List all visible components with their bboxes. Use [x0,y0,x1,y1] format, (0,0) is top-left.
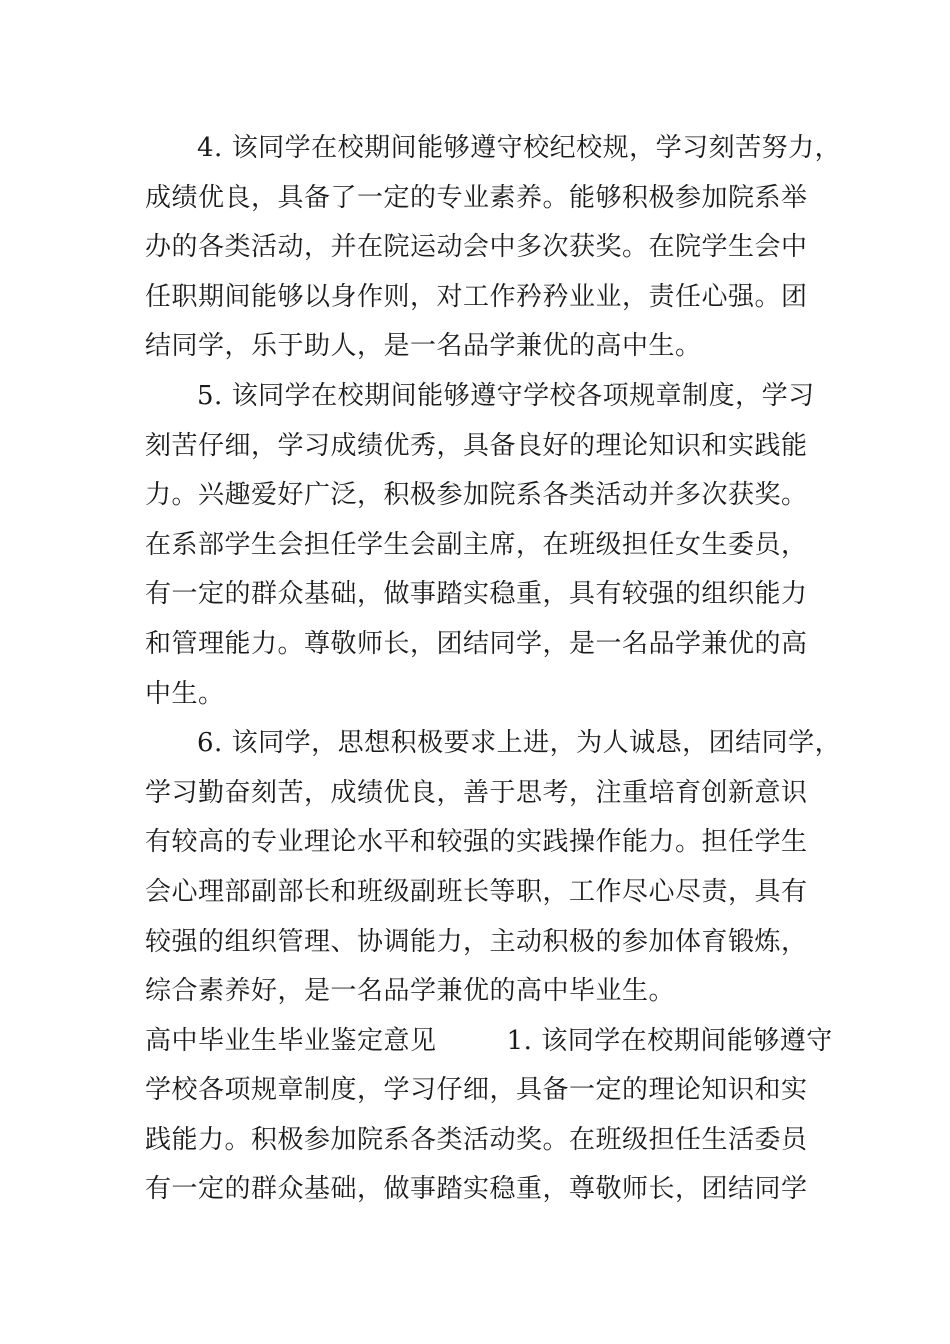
paragraph-5-line-1: 5. 该同学在校期间能够遵守学校各项规章制度，学习 [197,380,815,411]
paragraph-6-line-5: 较强的组织管理、协调能力，主动积极的参加体育锻炼， [145,926,808,957]
paragraph-6-line-4: 会心理部副部长和班级副班长等职，工作尽心尽责，具有 [145,876,808,907]
paragraph-6-line-3: 有较高的专业理论水平和较强的实践操作能力。担任学生 [145,827,808,858]
paragraph-5-line-4: 在系部学生会担任学生会副主席，在班级担任女生委员， [145,529,808,560]
section-heading-line: 高中毕业生毕业鉴定意见 1. 该同学在校期间能够遵守 [145,1025,833,1056]
paragraph-4-line-2: 成绩优良，具备了一定的专业素养。能够积极参加院系举 [145,182,808,213]
paragraph-4-line-1: 4. 该同学在校期间能够遵守校纪校规，学习刻苦努力， [197,133,842,163]
paragraph-5-line-5: 有一定的群众基础，做事踏实稳重，具有较强的组织能力 [145,579,808,610]
paragraph-6-line-2: 学习勤奋刻苦，成绩优良，善于思考，注重培育创新意识 [145,777,808,808]
paragraph-4-line-5: 结同学，乐于助人，是一名品学兼优的高中生。 [145,331,702,362]
paragraph-6-line-1: 6. 该同学，思想积极要求上进，为人诚恳，团结同学， [197,728,842,759]
paragraph-5-line-2: 刻苦仔细，学习成绩优秀，具备良好的理论知识和实践能 [145,430,808,461]
paragraph-5-line-3: 力。兴趣爱好广泛，积极参加院系各类活动并多次获奖。 [145,480,808,511]
paragraph-6-line-6: 综合素养好，是一名品学兼优的高中毕业生。 [145,976,676,1007]
paragraph-4-line-4: 任职期间能够以身作则，对工作矜矜业业，责任心强。团 [145,281,808,312]
document-body [145,124,842,1215]
paragraph-5-line-7: 中生。 [145,678,225,709]
paragraph-1-line-2: 学校各项规章制度，学习仔细，具备一定的理论知识和实 [145,1075,808,1106]
paragraph-1-line-4: 有一定的群众基础，做事踏实稳重，尊敬师长，团结同学 [145,1174,808,1205]
paragraph-1-line-3: 践能力。积极参加院系各类活动奖。在班级担任生活委员 [145,1124,808,1155]
paragraph-5-line-6: 和管理能力。尊敬师长，团结同学，是一名品学兼优的高 [145,628,808,659]
paragraph-4-line-3: 办的各类活动，并在院运动会中多次获奖。在院学生会中 [145,232,808,263]
